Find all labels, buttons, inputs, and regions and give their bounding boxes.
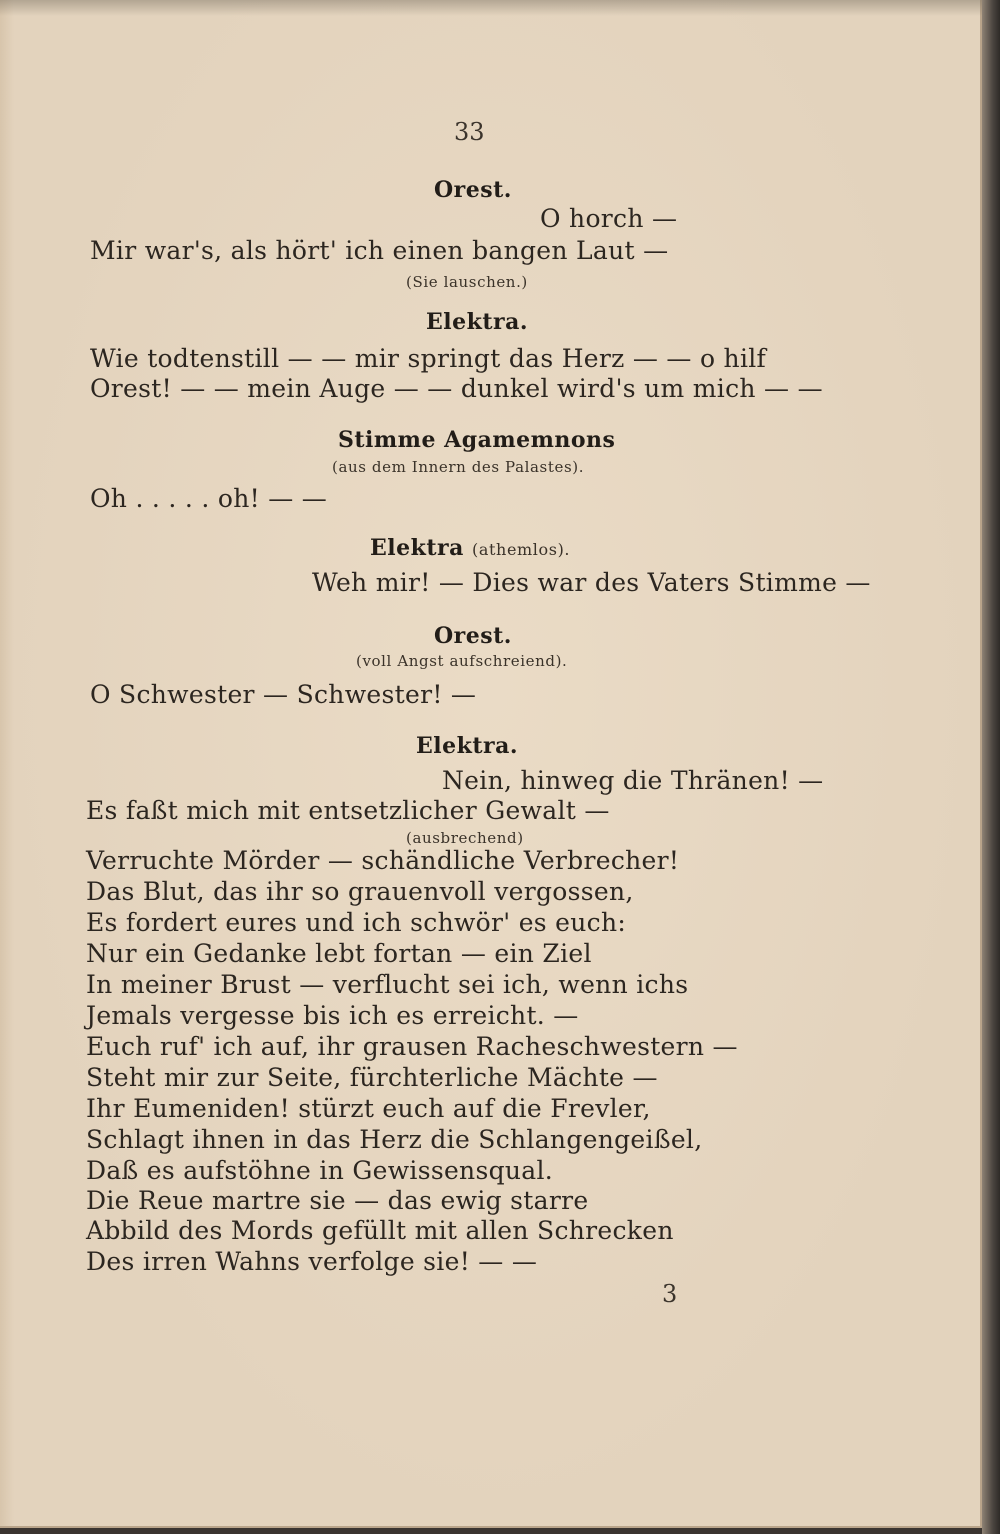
stage-direction: (voll Angst aufschreiend).	[356, 652, 568, 670]
stage-direction: (aus dem Innern des Palastes).	[332, 458, 585, 476]
book-edge	[982, 0, 1000, 1534]
verse-line: Jemals vergesse bis ich es erreicht. —	[86, 1001, 579, 1030]
verse-line: Orest! — — mein Auge — — dunkel wird's um mich — —	[90, 374, 823, 403]
verse-line: Es fordert eures und ich schwör' es euch:	[86, 908, 627, 937]
stage-direction: (ausbrechend)	[406, 829, 524, 847]
verse-line: Nur ein Gedanke lebt fortan — ein Ziel	[86, 939, 592, 968]
speaker-stimme-agamemnons: Stimme Agamemnons	[338, 427, 616, 453]
stage-direction: (athemlos).	[472, 540, 571, 559]
verse-line: Das Blut, das ihr so grauenvoll vergossen,	[86, 877, 634, 906]
verse-line: Mir war's, als hört' ich einen bangen Laut —	[90, 236, 669, 265]
speaker-elektra: Elektra.	[416, 733, 519, 759]
page-number: 33	[454, 118, 485, 146]
verse-line: Steht mir zur Seite, fürchterliche Mächte —	[86, 1063, 658, 1092]
verse-line: In meiner Brust — verflucht sei ich, wenn ichs	[86, 970, 689, 999]
speaker-elektra: Elektra.	[426, 309, 529, 335]
verse-line: Wie todtenstill — — mir springt das Herz — — o hilf	[90, 344, 767, 373]
verse-line: Euch ruf' ich auf, ihr grausen Racheschwestern —	[86, 1032, 738, 1061]
stage-direction: (Sie lauschen.)	[406, 273, 528, 291]
speaker-orest: Orest.	[434, 623, 512, 649]
verse-line: Schlagt ihnen in das Herz die Schlangengeißel,	[86, 1125, 703, 1154]
page-top-shadow	[0, 0, 982, 16]
verse-line: Die Reue martre sie — das ewig starre	[86, 1186, 589, 1215]
verse-line: Verruchte Mörder — schändliche Verbrecher!	[86, 846, 680, 875]
verse-line: O Schwester — Schwester! —	[90, 680, 477, 709]
speaker-orest: Orest.	[434, 177, 512, 203]
verse-line: Des irren Wahns verfolge sie! — —	[86, 1247, 538, 1276]
verse-line: Oh . . . . . oh! — —	[90, 484, 328, 513]
verse-line: Abbild des Mords gefüllt mit allen Schrecken	[86, 1216, 674, 1245]
verse-line: O horch —	[540, 204, 678, 233]
verse-line: Daß es aufstöhne in Gewissensqual.	[86, 1156, 554, 1185]
verse-line: Es faßt mich mit entsetzlicher Gewalt —	[86, 796, 610, 825]
speaker-name: Elektra	[370, 535, 464, 561]
signature-mark: 3	[662, 1280, 678, 1308]
verse-line: Nein, hinweg die Thränen! —	[442, 766, 824, 795]
verse-line: Ihr Eumeniden! stürzt euch auf die Frevler,	[86, 1094, 651, 1123]
verse-line: Weh mir! — Dies war des Vaters Stimme —	[312, 568, 871, 597]
speaker-elektra	[370, 534, 570, 564]
